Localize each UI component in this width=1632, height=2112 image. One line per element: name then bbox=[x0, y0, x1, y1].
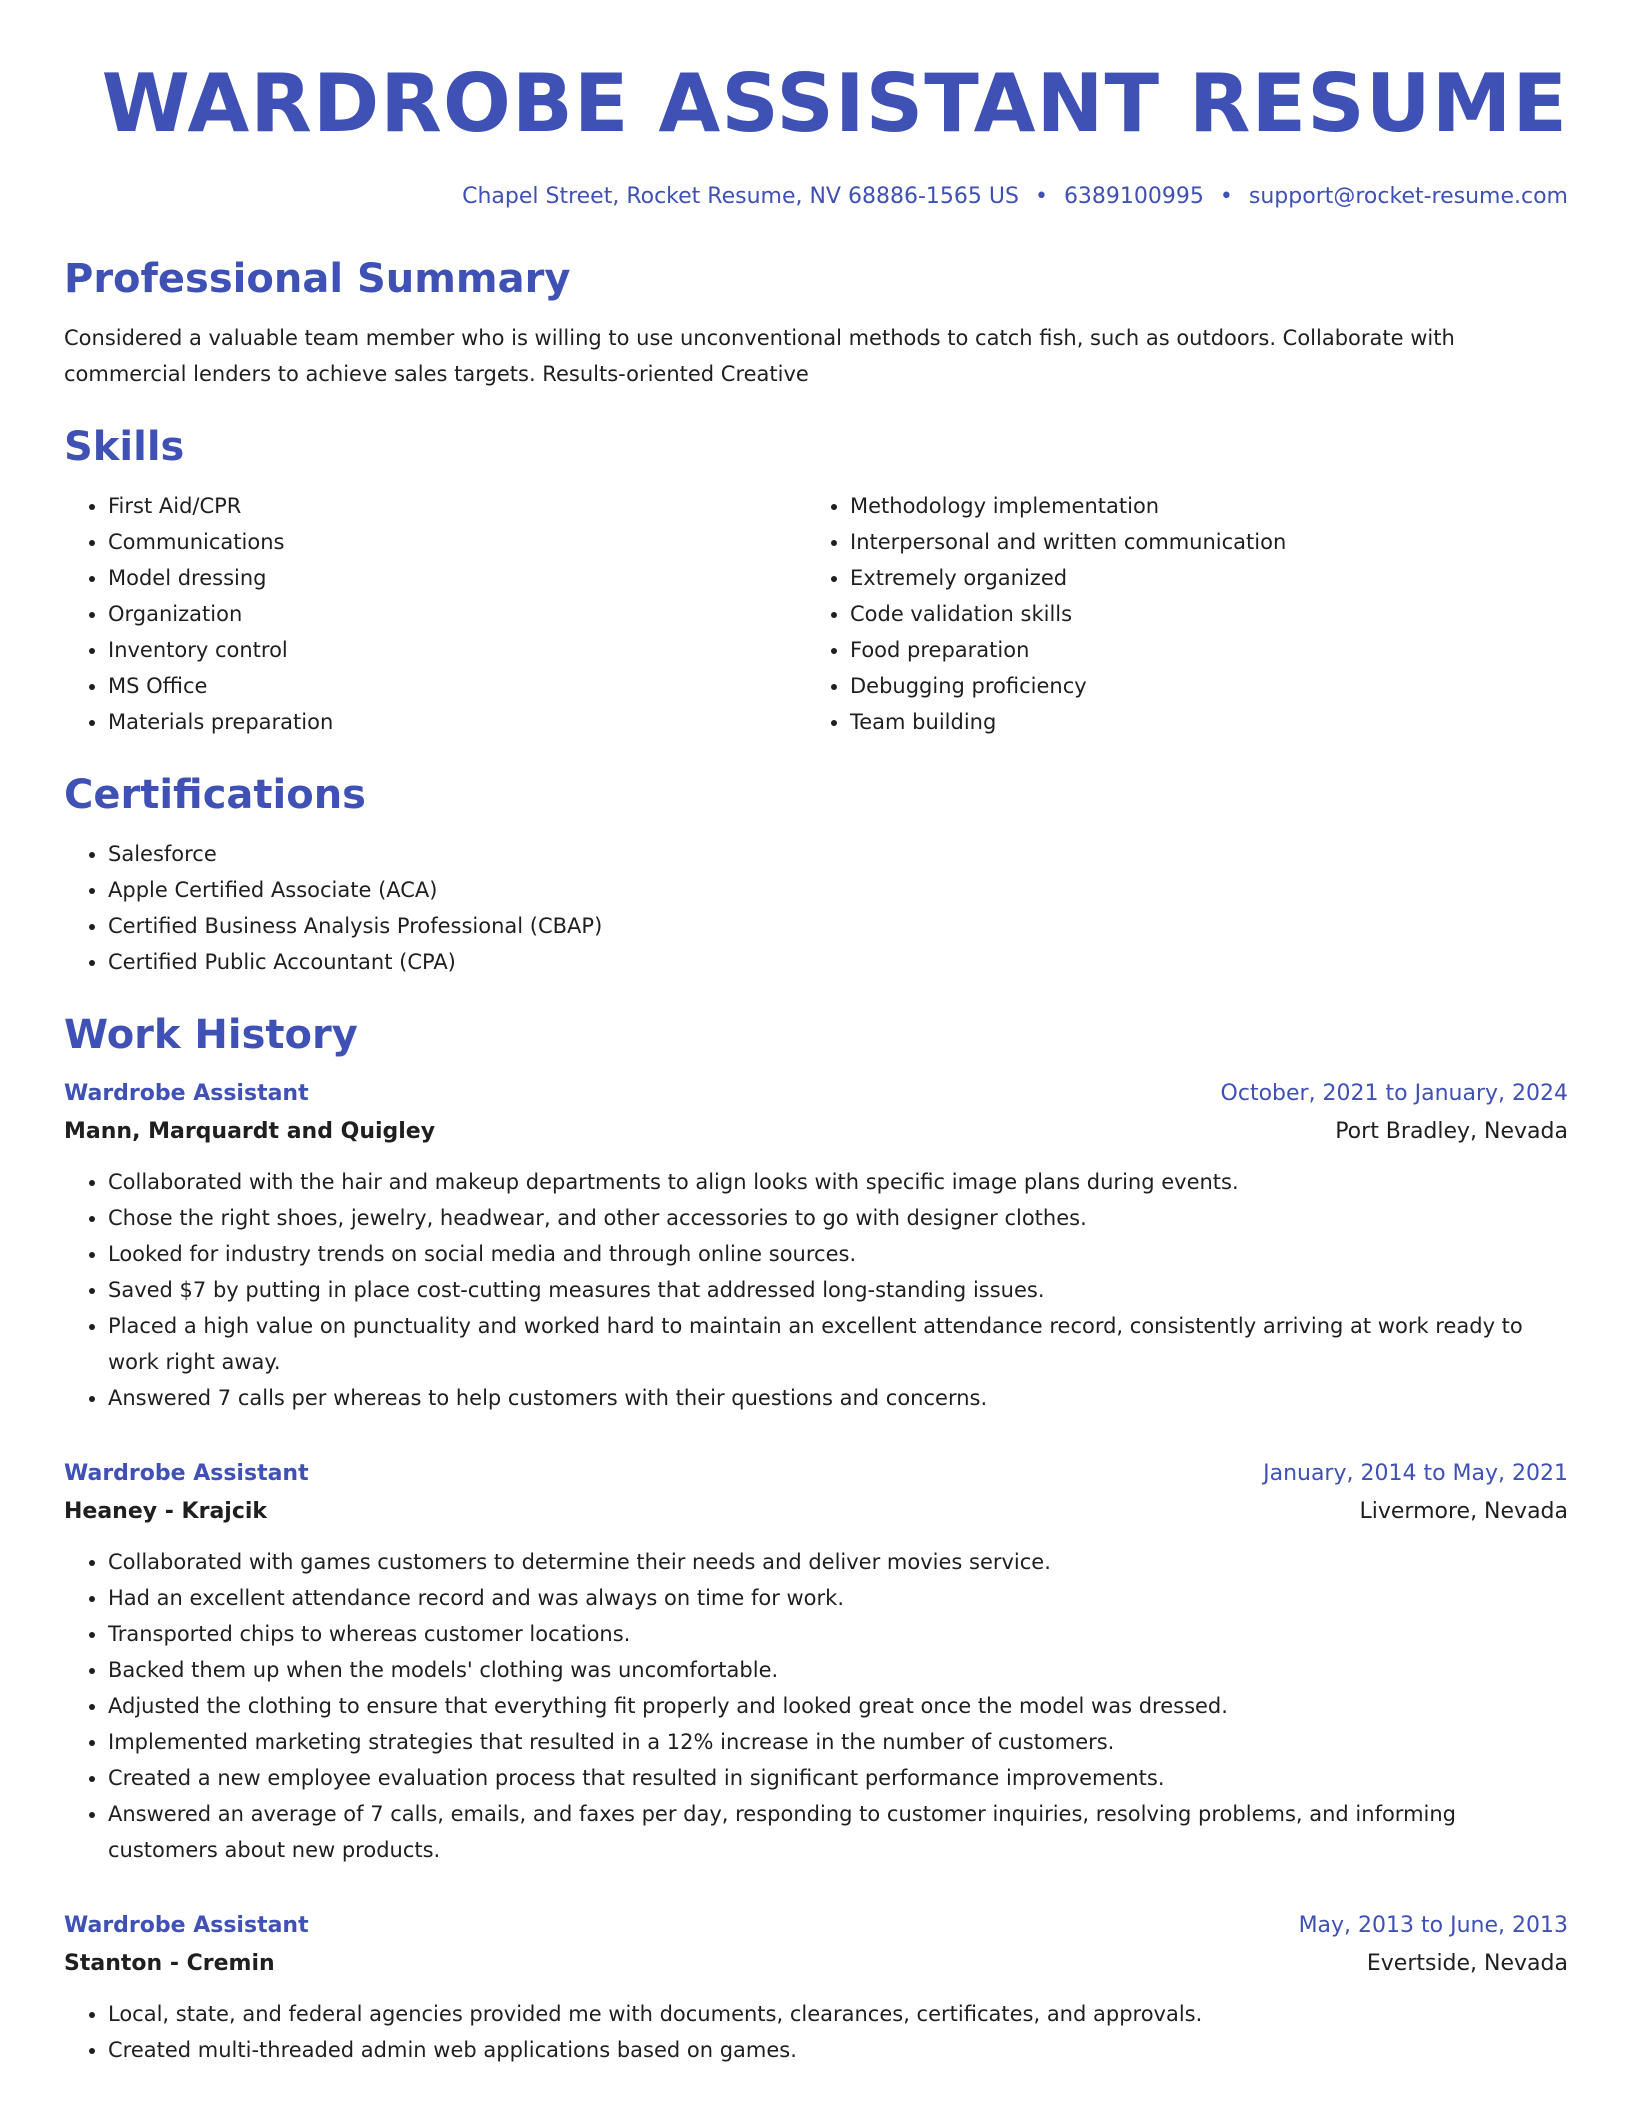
skills-section bbox=[64, 422, 1568, 740]
section-title-skills: Skills bbox=[64, 424, 185, 470]
job-location: Livermore, Nevada bbox=[1359, 1499, 1568, 1524]
job-bullet: • Transported chips to whereas customer locations. bbox=[108, 1616, 1568, 1652]
job-bullet: • Had an excellent attendance record and was always on time for work. bbox=[108, 1580, 1568, 1616]
job-bullet: • Created multi-threaded admin web applications based on games. bbox=[108, 2032, 1568, 2068]
skill-item: • Materials preparation bbox=[108, 704, 806, 740]
contact-email[interactable]: support@rocket-resume.com bbox=[1248, 184, 1568, 209]
job-bullet: • Local, state, and federal agencies provided me with documents, clearances, certificates, and approvals. bbox=[108, 1996, 1568, 2032]
work-history-section bbox=[64, 1010, 1568, 2068]
job-location: Port Bradley, Nevada bbox=[1335, 1119, 1568, 1144]
job-title: Wardrobe Assistant bbox=[64, 1461, 309, 1486]
resume-header bbox=[64, 0, 1568, 212]
job-bullet: • Adjusted the clothing to ensure that everything fit properly and looked great once the model was dressed. bbox=[108, 1688, 1568, 1724]
contact-line bbox=[64, 182, 1568, 212]
resume-name: WARDROBE ASSISTANT RESUME bbox=[101, 57, 1568, 150]
job-bullet: • Implemented marketing strategies that resulted in a 12% increase in the number of customers. bbox=[108, 1724, 1568, 1760]
skill-item: • Extremely organized bbox=[850, 560, 1286, 596]
job-bullet: • Chose the right shoes, jewelry, headwear, and other accessories to go with designer clothes. bbox=[108, 1200, 1568, 1236]
contact-phone[interactable]: 6389100995 bbox=[1063, 184, 1204, 209]
job-company: Stanton - Cremin bbox=[64, 1951, 275, 1976]
skill-item: • Code validation skills bbox=[850, 596, 1286, 632]
summary-text: Considered a valuable team member who is willing to use unconventional methods to catch fish, such as outdoors. Collaborate with commercial lenders to achieve sales targets. Results-oriented Creative bbox=[64, 326, 1455, 386]
job-dates: May, 2013 to June, 2013 bbox=[1298, 1913, 1568, 1938]
certification-item: • Salesforce bbox=[108, 836, 1568, 872]
job-bullets bbox=[64, 1544, 1568, 1868]
skill-item: • Methodology implementation bbox=[850, 488, 1286, 524]
job-bullet: • Looked for industry trends on social media and through online sources. bbox=[108, 1236, 1568, 1272]
job-company: Mann, Marquardt and Quigley bbox=[64, 1119, 436, 1144]
job-bullet: • Backed them up when the models' clothing was uncomfortable. bbox=[108, 1652, 1568, 1688]
skill-item: • Organization bbox=[108, 596, 806, 632]
section-title-certifications: Certifications bbox=[64, 772, 366, 818]
skill-item: • Inventory control bbox=[108, 632, 806, 668]
skill-item: • Debugging proficiency bbox=[850, 668, 1286, 704]
job-location: Evertside, Nevada bbox=[1366, 1951, 1568, 1976]
job-header-row bbox=[64, 1076, 1568, 1112]
job-bullet: • Placed a high value on punctuality and worked hard to maintain an excellent attendance record, consistently arriving at work ready to work right away. bbox=[108, 1308, 1568, 1380]
skill-item: • Model dressing bbox=[108, 560, 806, 596]
contact-separator: • bbox=[1219, 184, 1233, 209]
skill-item: • Team building bbox=[850, 704, 1286, 740]
job-company-row bbox=[64, 1944, 1568, 1984]
job-bullet: • Created a new employee evaluation process that resulted in significant performance improvements. bbox=[108, 1760, 1568, 1796]
job-bullet: • Answered an average of 7 calls, emails, and faxes per day, responding to customer inquiries, resolving problems, and informing customers about new products. bbox=[108, 1796, 1568, 1868]
professional-summary-section bbox=[64, 254, 1568, 392]
skills-list-right bbox=[806, 488, 1286, 740]
skill-item: • First Aid/CPR bbox=[108, 488, 806, 524]
certifications-section bbox=[64, 770, 1568, 980]
certification-item: • Certified Business Analysis Professional (CBAP) bbox=[108, 908, 1568, 944]
skills-grid bbox=[64, 488, 1568, 740]
section-title-work-history: Work History bbox=[64, 1012, 358, 1058]
job-company: Heaney - Krajcik bbox=[64, 1499, 268, 1524]
skill-item: • Communications bbox=[108, 524, 806, 560]
job-bullet: • Collaborated with the hair and makeup departments to align looks with specific image plans during events. bbox=[108, 1164, 1568, 1200]
job-bullets bbox=[64, 1164, 1568, 1416]
job-header-row bbox=[64, 1908, 1568, 1944]
job-entry bbox=[64, 1908, 1568, 2068]
skill-item: • Interpersonal and written communication bbox=[850, 524, 1286, 560]
job-company-row bbox=[64, 1492, 1568, 1532]
skills-list-left bbox=[64, 488, 806, 740]
job-dates: October, 2021 to January, 2024 bbox=[1220, 1081, 1568, 1106]
skill-item: • Food preparation bbox=[850, 632, 1286, 668]
job-title: Wardrobe Assistant bbox=[64, 1913, 309, 1938]
skill-item: • MS Office bbox=[108, 668, 806, 704]
job-entry bbox=[64, 1456, 1568, 1868]
certifications-list bbox=[64, 836, 1568, 980]
section-title-summary: Professional Summary bbox=[64, 256, 571, 302]
job-bullets bbox=[64, 1996, 1568, 2068]
job-title: Wardrobe Assistant bbox=[64, 1081, 309, 1106]
job-entry bbox=[64, 1076, 1568, 1416]
certification-item: • Certified Public Accountant (CPA) bbox=[108, 944, 1568, 980]
job-header-row bbox=[64, 1456, 1568, 1492]
job-bullet: • Saved $7 by putting in place cost-cutting measures that addressed long-standing issues. bbox=[108, 1272, 1568, 1308]
job-company-row bbox=[64, 1112, 1568, 1152]
certification-item: • Apple Certified Associate (ACA) bbox=[108, 872, 1568, 908]
contact-address: Chapel Street, Rocket Resume, NV 68886-1565 US bbox=[462, 184, 1019, 209]
job-bullet: • Collaborated with games customers to determine their needs and deliver movies service. bbox=[108, 1544, 1568, 1580]
job-bullet: • Answered 7 calls per whereas to help customers with their questions and concerns. bbox=[108, 1380, 1568, 1416]
job-dates: January, 2014 to May, 2021 bbox=[1263, 1461, 1568, 1486]
contact-separator: • bbox=[1034, 184, 1048, 209]
